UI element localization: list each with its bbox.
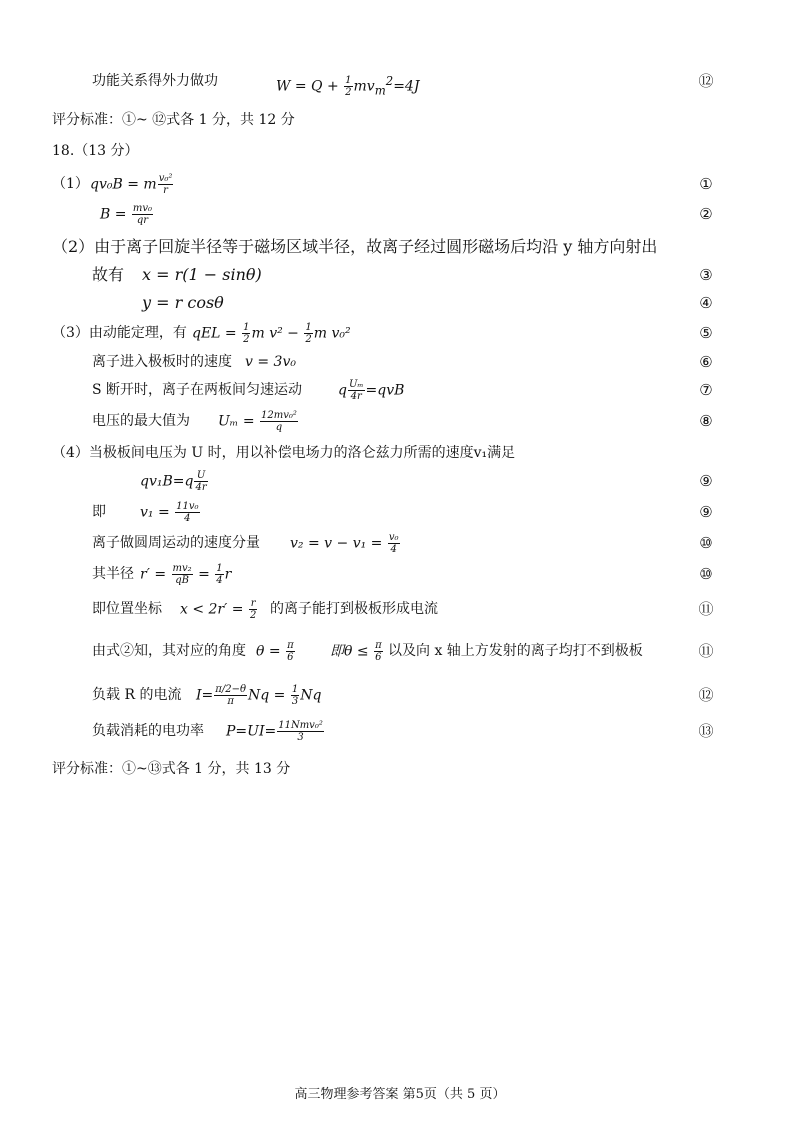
equation: W = Q + $\frac{1}{2}$ $mv_m^2=4J$ [276, 74, 420, 99]
equation-number: ③ [699, 266, 713, 284]
equation-number: ⑫ [698, 686, 714, 704]
equation-number: ⑬ [698, 722, 714, 740]
equation-number: ② [699, 205, 713, 223]
equation-number: ④ [699, 294, 713, 312]
equation-number: ⑤ [699, 324, 713, 342]
page-footer: 高三物理参考答案 第5页（共 5 页） [294, 1087, 506, 1102]
equation-number: ⑫ [698, 72, 714, 90]
equation-number: ⑧ [699, 412, 713, 430]
equation-number: ⑪ [698, 642, 714, 660]
equation-number: ⑨ [699, 503, 713, 521]
equation-number: ⑨ [699, 472, 713, 490]
equation-number: ⑥ [699, 353, 713, 371]
text: 功能关系得外力做功 [92, 73, 218, 89]
equation-number: ① [699, 175, 713, 193]
equation-number: ⑩ [699, 565, 713, 583]
equation-number: ⑩ [699, 534, 713, 552]
equation-number: ⑪ [698, 600, 714, 618]
equation-number: ⑦ [699, 381, 713, 399]
